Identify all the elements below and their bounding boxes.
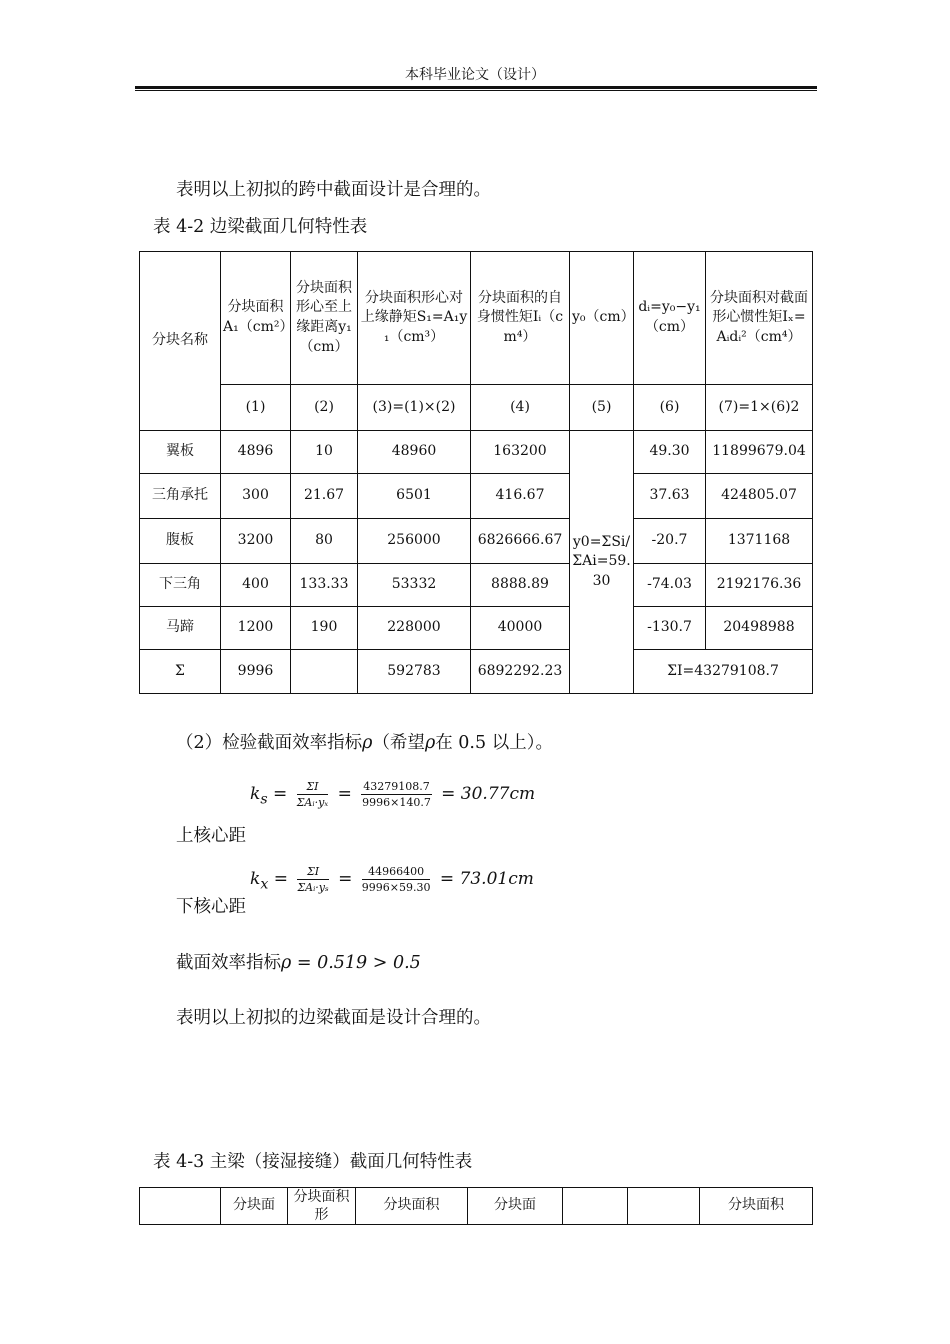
formula-ks: $k_s$ = $\frac{\Sigma I}{\text{ΣAᵢ·yₓ}}$ = $\frac{43279108.7}{9996\times 140.7}$ = 30.77cm bbox=[250, 780, 536, 809]
numerator: ΣI bbox=[297, 780, 329, 795]
header-rule bbox=[135, 86, 817, 89]
header-cell bbox=[140, 1188, 221, 1225]
cell-area: 9996 bbox=[221, 650, 291, 694]
cell-di: -20.7 bbox=[634, 519, 706, 564]
denominator: 9996×59.30 bbox=[361, 881, 431, 894]
header-block-name: 分块名称 bbox=[140, 252, 221, 431]
cell-di: 49.30 bbox=[634, 431, 706, 474]
cell-s1: 228000 bbox=[358, 607, 471, 650]
cell-ii: 416.67 bbox=[471, 474, 570, 519]
denominator: 9996×140.7 bbox=[362, 796, 431, 809]
header-self-inertia: 分块面积的自身惯性矩Iᵢ（cm⁴） bbox=[471, 252, 570, 385]
table-row-sum bbox=[140, 650, 813, 694]
cell-di: -74.03 bbox=[634, 564, 706, 607]
header-cell bbox=[628, 1188, 700, 1225]
cell-area: 3200 bbox=[221, 519, 291, 564]
header-centroid-distance: 分块面积形心至上缘距离y₁（cm） bbox=[291, 252, 358, 385]
cell-s1: 256000 bbox=[358, 519, 471, 564]
table-row bbox=[140, 519, 813, 564]
cell-di: -130.7 bbox=[634, 607, 706, 650]
numerator: ΣI bbox=[297, 865, 328, 880]
rho-symbol: ρ bbox=[424, 733, 436, 753]
index-cell: (7)=1×(6)2 bbox=[706, 385, 813, 431]
header-y0: y₀（cm） bbox=[570, 252, 634, 385]
row-name: 马蹄 bbox=[140, 607, 221, 650]
cell-area: 300 bbox=[221, 474, 291, 519]
result: = 73.01cm bbox=[439, 869, 534, 889]
header-static-moment: 分块面积形心对上缘静矩S₁=A₁y₁（cm³） bbox=[358, 252, 471, 385]
cell-y1: 190 bbox=[291, 607, 358, 650]
cell-s1: 53332 bbox=[358, 564, 471, 607]
cell-ix: 11899679.04 bbox=[706, 431, 813, 474]
table-row bbox=[140, 564, 813, 607]
row-name: Σ bbox=[140, 650, 221, 694]
kx-symbol: k bbox=[250, 869, 261, 889]
cell-ix: 424805.07 bbox=[706, 474, 813, 519]
formula-kx: $k_x$ = $\frac{\Sigma I}{\text{ΣAᵢ·yₛ}}$ = $\frac{44966400}{9996\times 59.30}$ = 73.01cm bbox=[250, 865, 534, 894]
efficiency-expression: ρ = 0.519 > 0.5 bbox=[281, 953, 421, 973]
text-middle: （希望 bbox=[372, 733, 425, 753]
cell-ii: 6892292.23 bbox=[471, 650, 570, 694]
table-row bbox=[140, 607, 813, 650]
cell-y1: 21.67 bbox=[291, 474, 358, 519]
cell-y1: 80 bbox=[291, 519, 358, 564]
numerator: 43279108.7 bbox=[363, 780, 430, 793]
cell-ix: 20498988 bbox=[706, 607, 813, 650]
header-di: dᵢ=y₀−y₁（cm） bbox=[634, 252, 706, 385]
header-cell: 分块面积形 bbox=[288, 1188, 356, 1225]
numerator: 44966400 bbox=[362, 865, 431, 880]
header-cell: 分块面 bbox=[468, 1188, 563, 1225]
denominator: ΣAᵢ·yₓ bbox=[296, 796, 329, 809]
cell-area: 400 bbox=[221, 564, 291, 607]
cell-s1: 592783 bbox=[358, 650, 471, 694]
kx-sub: x bbox=[260, 876, 269, 893]
fraction bbox=[297, 865, 328, 894]
cell-y1: 10 bbox=[291, 431, 358, 474]
row-name: 三角承托 bbox=[140, 474, 221, 519]
rho-symbol: ρ bbox=[362, 733, 373, 753]
index-cell: (5) bbox=[570, 385, 634, 431]
text-prefix: （2）检验截面效率指标 bbox=[176, 733, 363, 753]
header-rule-thin bbox=[135, 90, 817, 91]
cell-ii: 40000 bbox=[471, 607, 570, 650]
cell-area: 4896 bbox=[221, 431, 291, 474]
index-cell: (6) bbox=[634, 385, 706, 431]
label-upper-core: 上核心距 bbox=[176, 826, 246, 846]
ks-symbol: k bbox=[250, 784, 261, 804]
table-caption-4-2: 表 4-2 边梁截面几何特性表 bbox=[153, 217, 368, 237]
main-girder-table-partial bbox=[139, 1187, 813, 1225]
ks-sub: s bbox=[260, 791, 268, 808]
cell-y1: 133.33 bbox=[291, 564, 358, 607]
efficiency-line bbox=[176, 949, 421, 974]
efficiency-label: 截面效率指标 bbox=[176, 953, 281, 973]
fraction bbox=[361, 780, 431, 809]
header-cell: 分块面积 bbox=[356, 1188, 468, 1225]
index-cell: (4) bbox=[471, 385, 570, 431]
denominator: ΣAᵢ·yₛ bbox=[297, 881, 329, 894]
cell-ii: 6826666.67 bbox=[471, 519, 570, 564]
section-properties-table bbox=[139, 251, 813, 694]
fraction bbox=[362, 865, 431, 894]
header-cell bbox=[563, 1188, 628, 1225]
table-row bbox=[140, 431, 813, 474]
cell-di: 37.63 bbox=[634, 474, 706, 519]
cell-s1: 48960 bbox=[358, 431, 471, 474]
cell-sum-inertia: ΣI=43279108.7 bbox=[634, 650, 813, 694]
label-lower-core: 下核心距 bbox=[176, 897, 246, 917]
header-cell: 分块面 bbox=[221, 1188, 288, 1225]
cell-y0-merged: y0=ΣSi/ΣAi=59.30 bbox=[570, 431, 634, 694]
index-cell: (2) bbox=[291, 385, 358, 431]
cell-ii: 8888.89 bbox=[471, 564, 570, 607]
cell-area: 1200 bbox=[221, 607, 291, 650]
cell-s1: 6501 bbox=[358, 474, 471, 519]
paragraph-conclusion-1: 表明以上初拟的跨中截面设计是合理的。 bbox=[176, 180, 491, 200]
header-cell: 分块面积 bbox=[700, 1188, 813, 1225]
row-name: 腹板 bbox=[140, 519, 221, 564]
text-suffix: 在 0.5 以上）。 bbox=[435, 733, 553, 753]
index-cell: (3)=(1)×(2) bbox=[358, 385, 471, 431]
table-caption-4-3: 表 4-3 主梁（接湿接缝）截面几何特性表 bbox=[153, 1152, 473, 1172]
cell-ii: 163200 bbox=[471, 431, 570, 474]
table-row bbox=[140, 474, 813, 519]
cell-y1 bbox=[291, 650, 358, 694]
index-cell: (1) bbox=[221, 385, 291, 431]
header-transfer-inertia: 分块面积对截面形心惯性矩Iₓ=Aᵢdᵢ²（cm⁴） bbox=[706, 252, 813, 385]
result: = 30.77cm bbox=[441, 784, 536, 804]
header-area: 分块面积A₁（cm²） bbox=[221, 252, 291, 385]
row-name: 下三角 bbox=[140, 564, 221, 607]
running-header: 本科毕业论文（设计） bbox=[405, 67, 545, 83]
cell-ix: 2192176.36 bbox=[706, 564, 813, 607]
paragraph-efficiency-check bbox=[176, 729, 553, 754]
fraction bbox=[297, 780, 329, 809]
paragraph-conclusion-2: 表明以上初拟的边梁截面是设计合理的。 bbox=[176, 1008, 491, 1028]
cell-ix: 1371168 bbox=[706, 519, 813, 564]
row-name: 翼板 bbox=[140, 431, 221, 474]
